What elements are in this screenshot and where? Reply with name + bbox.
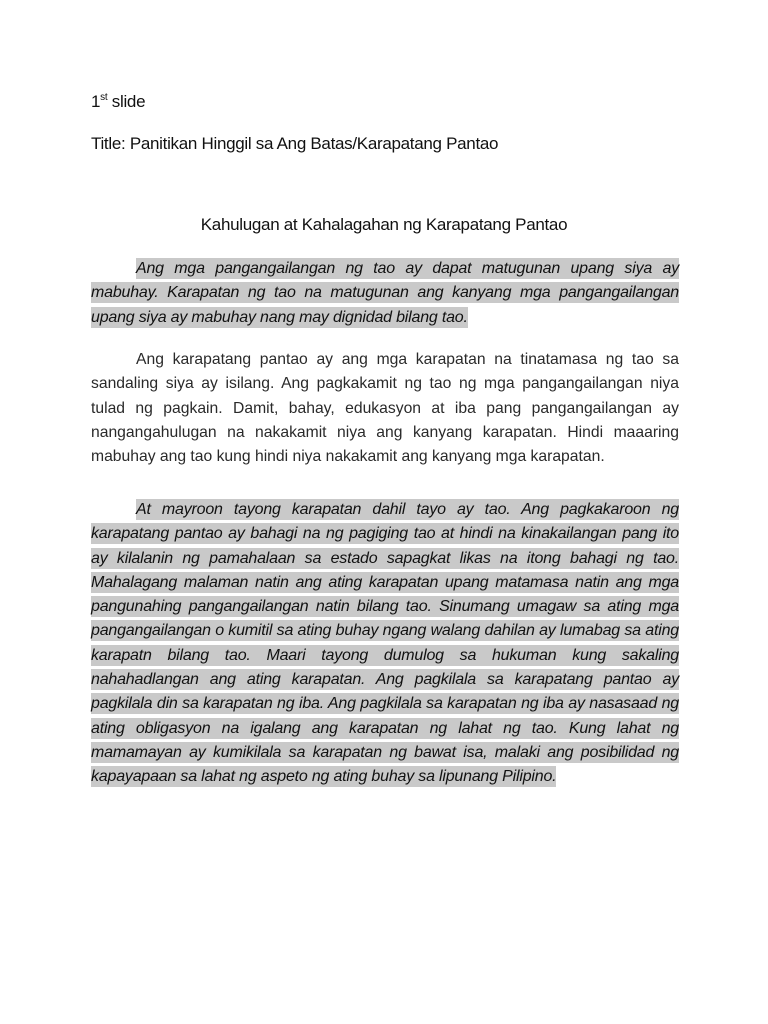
slide-number: 1 — [91, 92, 101, 111]
slide-label — [91, 92, 145, 112]
highlighted-text: At mayroon tayong karapatan dahil tayo ay tao. Ang pagkakaroon ng karapatang pantao ay bahagi na ng pagiging tao at hindi na kinakailangan pang ito ay kilalanin ng pamahalaan sa estado sapagkat likas na itong bahagi ng tao. Mahalagang malaman natin ang ating karapatan upang matamasa natin ang mga pangunahing pangangailangan natin bilang tao. Sinumang umagaw sa ating mga pangangailangan o kumitil sa ating buhay ngang walang dahilan ay lumabag sa ating karapatn bilang tao. Maari tayong dumulog sa hukuman kung sakaling nahahadlangan ang ating karapatan. Ang pagkilala sa karapatang pantao ay pagkilala din sa karapatan ng iba. Ang pagkilala sa karapatan ng iba ay nasasaad ng ating obligasyon na igalang ang karapatan ng lahat ng tao. Kung lahat ng mamamayan ay kumikilala sa karapatan ng bawat isa, malaki ang posibilidad ng kapayapaan sa lahat ng aspeto ng ating buhay sa lipunang Pilipino. — [91, 501, 679, 786]
paragraph-2 — [91, 348, 679, 469]
highlighted-text: Ang mga pangangailangan ng tao ay dapat matugunan upang siya ay mabuhay. Karapatan ng tao na matugunan ang kanyang mga pangangailangan upang siya ay mabuhay nang may dignidad bilang tao. — [91, 260, 679, 326]
slide-number-suffix: st — [100, 92, 108, 103]
section-heading: Kahulugan at Kahalagahan ng Karapatang Pantao — [200, 215, 568, 234]
body-text: Ang karapatang pantao ay ang mga karapatan na tinatamasa ng tao sa sandaling siya ay isilang. Ang pagkakamit ng tao ng mga pangangailangan niya tulad ng pagkain. Damit, bahay, edukasyon at iba pang pangangailangan ay nangangahulugan na nakakamit niya ang kanyang karapatan. Hindi maaaring mabuhay ang tao kung hindi niya nakakamit ang kanyang mga karapatan. — [91, 351, 679, 466]
document-title: Title: Panitikan Hinggil sa Ang Batas/Karapatang Pantao — [91, 134, 499, 153]
paragraph-3 — [91, 498, 679, 790]
paragraph-1 — [91, 257, 679, 330]
slide-word: slide — [107, 92, 146, 111]
